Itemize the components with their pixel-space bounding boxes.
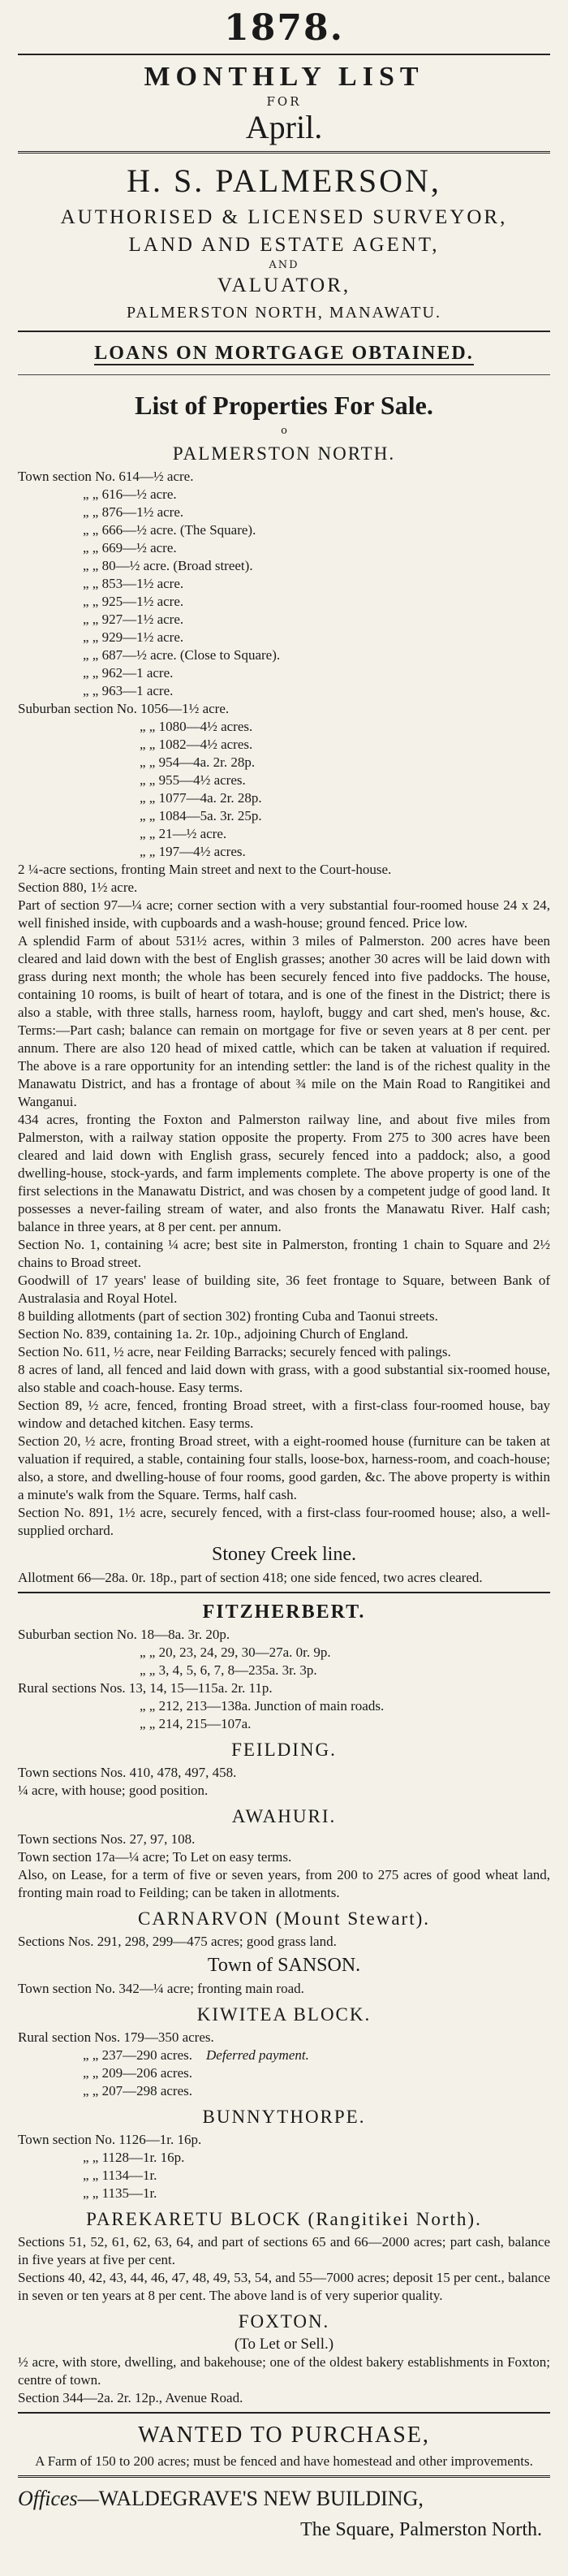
for-label: FOR [266, 94, 302, 109]
listing-paragraph: Allotment 66—28a. 0r. 18p., part of section 418; one side fenced, two acres cleared. [18, 1570, 483, 1585]
list-item: „ „ 687—½ acre. (Close to Square). [83, 647, 281, 663]
list-item: „ „ 209—206 acres. [83, 2065, 193, 2081]
list-item: Suburban section No. 1056—1½ acre. [18, 701, 230, 716]
list-item: „ „ 876—1½ acre. [83, 504, 184, 520]
list-item-text: „ „ 237—290 acres. [83, 2047, 193, 2063]
list-item: Town section 17a—¼ acre; To Let on easy terms. [18, 1849, 292, 1865]
list-item: „ „ 853—1½ acre. [83, 576, 184, 591]
list-item: Town sections Nos. 27, 97, 108. [18, 1831, 196, 1847]
divider [18, 2475, 550, 2478]
listing-paragraph: Section No. 891, 1½ acre, securely fenced, with a first-class four-roomed house; also, a well-supplied orchard. [18, 1505, 550, 1538]
listing-paragraph: Part of section 97—¼ acre; corner section with a very substantial four-roomed house 24 x 24, well finished inside, with cupboards and a wash-house; ground fenced. Price low. [18, 897, 550, 931]
list-item: Town section No. 342—¼ acre; fronting main road. [18, 1981, 304, 1996]
monthly-list-heading: MONTHLY LIST [144, 62, 424, 92]
section-title-bunnythorpe: BUNNYTHORPE. [202, 2107, 366, 2127]
wanted-text: A Farm of 150 to 200 acres; must be fenced and have homestead and other improvements. [35, 2453, 533, 2469]
listing-paragraph: Goodwill of 17 years' lease of building site, 36 feet frontage to Square, between Bank of Australasia and Royal Hotel. [18, 1273, 550, 1306]
listing-paragraph: Section 89, ½ acre, fenced, fronting Broad street, with a first-class four-roomed house, bay window and detached kitchen. Easy terms. [18, 1398, 550, 1431]
list-item: „ „ 212, 213—138a. Junction of main roads. [140, 1698, 385, 1714]
list-item [18, 2047, 550, 2064]
agent-title-2: LAND AND ESTATE AGENT, [128, 234, 440, 256]
list-item: Rural sections Nos. 13, 14, 15—115a. 2r. 11p. [18, 1680, 273, 1696]
divider [18, 1592, 550, 1593]
loans-text: LOANS ON MORTGAGE OBTAINED. [94, 343, 474, 364]
list-item: ¼ acre, with house; good position. [18, 1783, 209, 1798]
deferred-payment-note: Deferred payment. [206, 2047, 309, 2063]
list-item: Town sections Nos. 410, 478, 497, 458. [18, 1765, 237, 1780]
section-title-stoney-creek: Stoney Creek line. [212, 1544, 356, 1565]
listing-paragraph: ½ acre, with store, dwelling, and bakehouse; one of the oldest bakery establishments in Foxton; centre of town. [18, 2354, 550, 2388]
offices-text: —WALDEGRAVE'S NEW BUILDING, [77, 2487, 424, 2510]
list-item: „ „ 80—½ acre. (Broad street). [83, 558, 253, 573]
section-title-carnarvon: CARNARVON (Mount Stewart). [137, 1908, 430, 1929]
divider [18, 151, 550, 153]
list-item: „ „ 669—½ acre. [83, 540, 177, 555]
wanted-heading: WANTED TO PURCHASE, [138, 2423, 430, 2448]
year-heading: 1878. [224, 7, 344, 49]
listing-paragraph: Section No. 1, containing ¼ acre; best site in Palmerston, fronting 1 chain to Square and 2½ chains to Broad street. [18, 1237, 550, 1270]
section-title-awahuri: AWAHURI. [231, 1806, 337, 1826]
listing-paragraph: Section 20, ½ acre, fronting Broad street, with a eight-roomed house (furniture can be taken at valuation if required, a stable, containing four stalls, loose-box, harness-room, and coach-house; also, a store, and dwelling-house of four rooms, good garden, &c. The above property is within a minute's walk from the Square. Terms, half cash. [18, 1433, 550, 1502]
agent-name: H. S. PALMERSON, [127, 162, 441, 199]
ornament: o [281, 425, 287, 437]
listing-paragraph: 8 acres of land, all fenced and laid down with grass, with a good substantial six-roomed house, also stable and coach-house. Easy terms. [18, 1362, 550, 1395]
section-title-foxton: FOXTON. [238, 2311, 330, 2332]
section-title-fitzherbert: FITZHERBERT. [202, 1601, 366, 1623]
listing-paragraph: Section 880, 1½ acre. [18, 880, 138, 895]
listing-paragraph: A splendid Farm of about 531½ acres, within 3 miles of Palmerston. 200 acres have been cleared and laid down with the best of English grasses; another 30 acres will be laid down with grass during next month; the whole has been securely fenced into five paddocks. The house, containing 10 rooms, is built of heart of totara, and is one of the finest in the District; there is also a stable, with three stalls, harness room, hayloft, buggy and cart shed, men's house, &c. Terms:—Part cash; balance can remain on mortgage for five or seven years at 8 per cent. per annum. There are also 120 head of mixed cattle, which can be taken at valuation if required. The above is a rare opportunity for an intending settler: the land is of the richest quality in the Manawatu District, and has a frontage of about ¾ mile on the Main Road to Rangitikei and Wanganui. [18, 933, 550, 1109]
foxton-subtitle: (To Let or Sell.) [234, 2336, 334, 2353]
list-item: „ „ 963—1 acre. [83, 683, 174, 698]
list-item: „ „ 1134—1r. [83, 2168, 157, 2183]
palmerston-paragraphs [18, 861, 550, 1540]
and-label: AND [269, 259, 299, 271]
list-item: „ „ 1082—4½ acres. [140, 737, 253, 752]
listing-paragraph: 434 acres, fronting the Foxton and Palmerston railway line, and about five miles from Palmerston, with a railway station opposite the property. From 275 to 300 acres have been cleared and laid down with English grass, securely fenced into a paddock; also, a good dwelling-house, stock-yards, and farm implements complete. The above property is one of the first selections in the Manawatu District, and was chosen by a competent judge of good land. It possesses a never-failing stream of water, and also fronts the Manawatu River. Half cash; balance in three years, at 8 per cent. per annum. [18, 1112, 550, 1234]
palmerston-suburban-list [18, 700, 550, 861]
offices-label: Offices [18, 2487, 78, 2510]
office-address: The Square, Palmerston North. [300, 2519, 542, 2540]
palmerston-town-list [18, 468, 550, 700]
divider [18, 331, 550, 332]
list-item: „ „ 1077—4a. 2r. 28p. [140, 790, 262, 806]
list-item: „ „ 21—½ acre. [140, 826, 227, 841]
list-item: „ „ 925—1½ acre. [83, 594, 184, 609]
list-item: „ „ 1084—5a. 3r. 25p. [140, 808, 262, 823]
list-item: Town section No. 614—½ acre. [18, 469, 194, 484]
list-item: „ „ 1080—4½ acres. [140, 719, 253, 734]
list-item: „ „ 197—4½ acres. [140, 844, 246, 859]
loans-heading [18, 337, 550, 370]
offices-line [18, 2483, 550, 2515]
list-item: Rural section Nos. 179—350 acres. [18, 2029, 214, 2045]
listing-paragraph: Also, on Lease, for a term of five or seven years, from 200 to 275 acres of good wheat land, fronting main road to Feilding; can be taken in allotments. [18, 1867, 550, 1900]
section-title-kiwitea: KIWITEA BLOCK. [196, 2004, 372, 2025]
list-item: „ „ 929—1½ acre. [83, 629, 184, 645]
agent-title-1: AUTHORISED & LICENSED SURVEYOR, [60, 206, 508, 228]
agent-location: PALMERSTON NORTH, MANAWATU. [127, 304, 441, 322]
divider [18, 54, 550, 55]
list-item: „ „ 955—4½ acres. [140, 772, 246, 788]
list-item: „ „ 927—1½ acre. [83, 612, 184, 627]
listing-paragraph: 8 building allotments (part of section 302) fronting Cuba and Taonui streets. [18, 1308, 438, 1324]
list-item: Sections Nos. 291, 298, 299—475 acres; good grass land. [18, 1934, 337, 1949]
list-item: „ „ 666—½ acre. (The Square). [83, 522, 256, 538]
list-item: „ „ 1135—1r. [83, 2185, 157, 2201]
listing-paragraph: Sections 51, 52, 61, 62, 63, 64, and part of sections 65 and 66—2000 acres; part cash, balance in five years at five per cent. [18, 2234, 550, 2267]
section-title-parekaretu: PAREKARETU BLOCK (Rangitikei North). [86, 2209, 482, 2229]
section-title-feilding: FEILDING. [231, 1740, 337, 1760]
list-item: Town section No. 1126—1r. 16p. [18, 2132, 202, 2147]
section-title-sanson: Town of SANSON. [207, 1955, 361, 1976]
agent-title-3: VALUATOR, [217, 274, 351, 296]
listing-paragraph: Section No. 611, ½ acre, near Feilding Barracks; securely fenced with palings. [18, 1344, 451, 1359]
list-item: Suburban section No. 18—8a. 3r. 20p. [18, 1627, 230, 1642]
list-item: „ „ 20, 23, 24, 29, 30—27a. 0r. 9p. [140, 1645, 331, 1660]
list-item: „ „ 207—298 acres. [83, 2083, 193, 2098]
list-item: „ „ 214, 215—107a. [140, 1716, 252, 1731]
divider [18, 374, 550, 375]
divider [18, 2412, 550, 2414]
list-item: „ „ 954—4a. 2r. 28p. [140, 754, 256, 770]
listing-paragraph: Section No. 839, containing 1a. 2r. 10p., adjoining Church of England. [18, 1326, 409, 1342]
list-item: Section 344—2a. 2r. 12p., Avenue Road. [18, 2390, 243, 2405]
listing-paragraph: Sections 40, 42, 43, 44, 46, 47, 48, 49, 53, 54, and 55—7000 acres; deposit 15 per cent., balance in seven or ten years at 8 per cent. The above land is of very superior quality. [18, 2270, 550, 2303]
list-item: „ „ 616—½ acre. [83, 486, 177, 502]
listing-paragraph: 2 ¼-acre sections, fronting Main street and next to the Court-house. [18, 862, 392, 877]
month-heading: April. [245, 109, 323, 145]
list-item: „ „ 1128—1r. 16p. [83, 2150, 185, 2165]
section-title-palmerston: PALMERSTON NORTH. [172, 443, 396, 464]
list-title: List of Properties For Sale. [135, 391, 433, 420]
list-item: „ „ 3, 4, 5, 6, 7, 8—235a. 3r. 3p. [140, 1662, 317, 1678]
list-item: „ „ 962—1 acre. [83, 665, 174, 681]
